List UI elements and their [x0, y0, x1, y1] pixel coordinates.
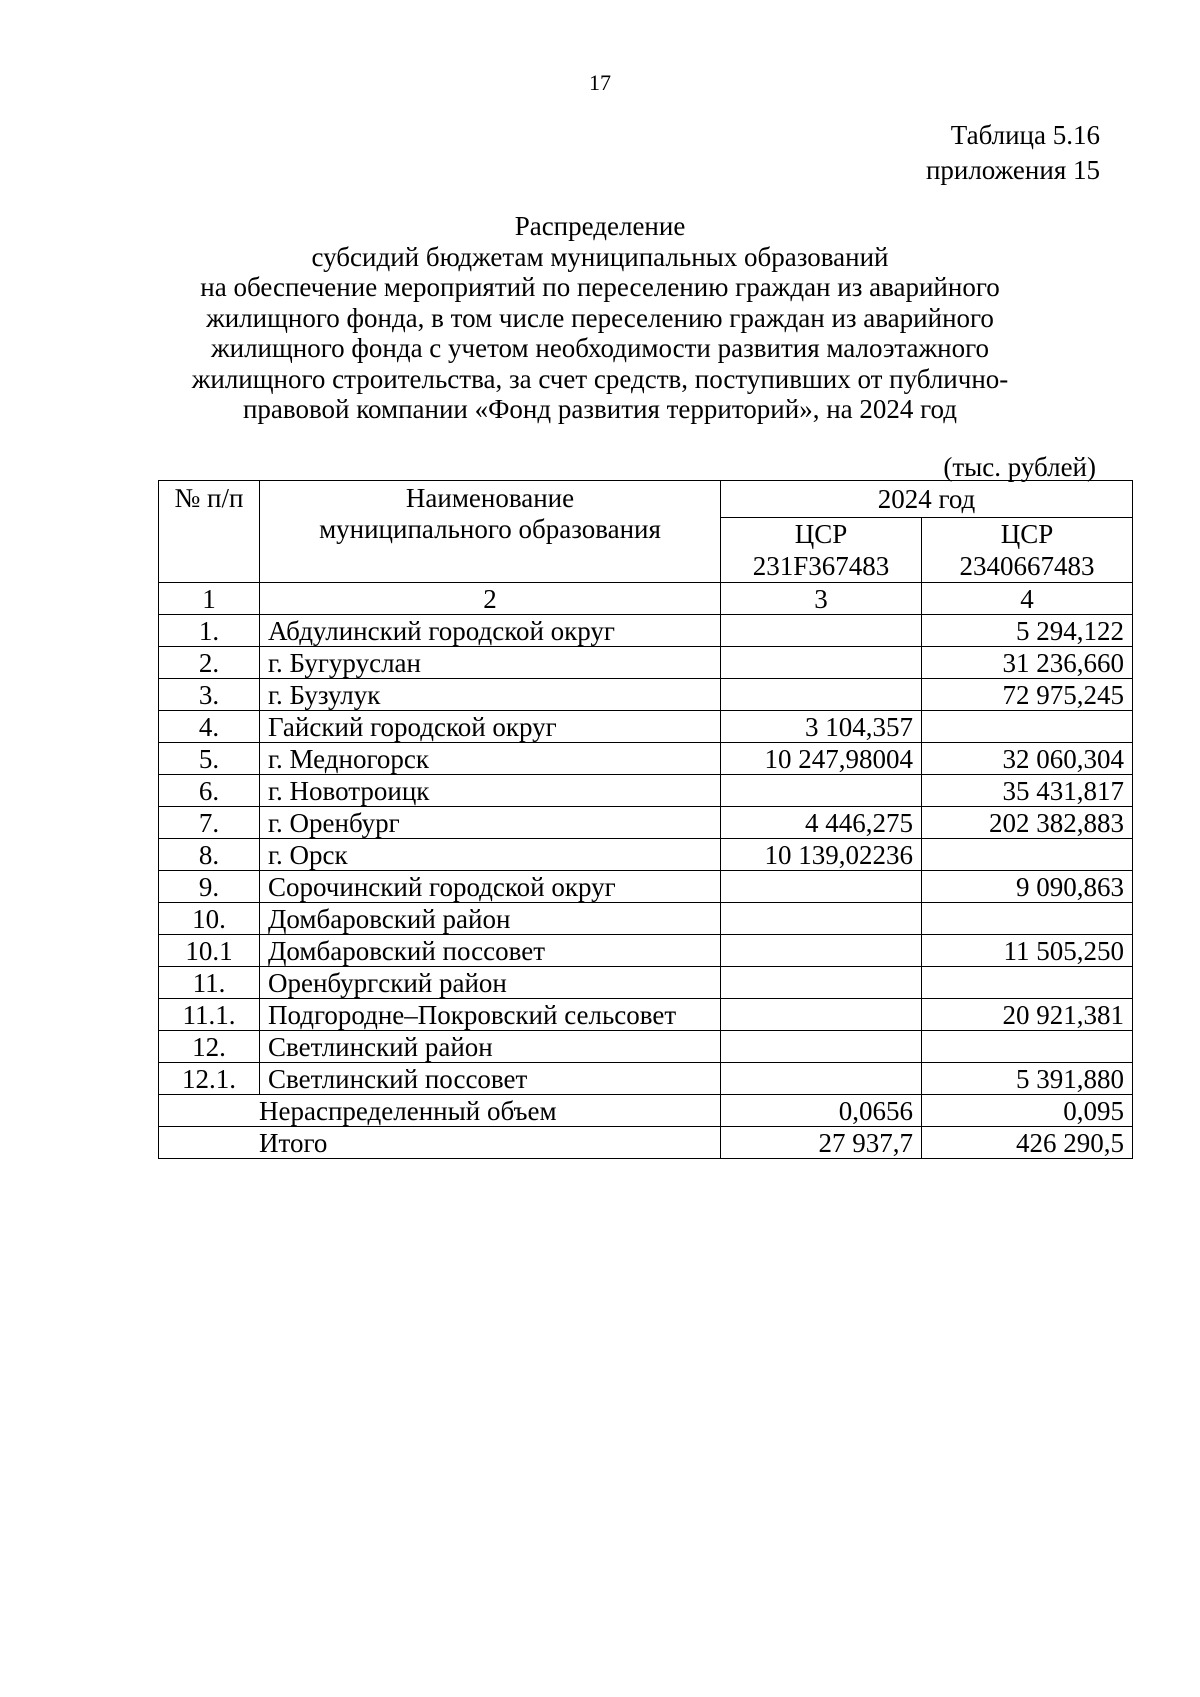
row-col3 [721, 999, 922, 1031]
table-row [159, 775, 1133, 807]
table-body [159, 615, 1133, 1095]
row-number: 10. [159, 903, 260, 935]
document-title [150, 211, 1050, 425]
row-col4: 202 382,883 [922, 807, 1133, 839]
row-name: г. Новотроицк [260, 775, 721, 807]
row-col4 [922, 967, 1133, 999]
row-number: 3. [159, 679, 260, 711]
row-name: Гайский городской округ [260, 711, 721, 743]
table-ref-line1: Таблица 5.16 [950, 120, 1100, 150]
title-line: субсидий бюджетам муниципальных образований [311, 241, 889, 272]
row-col4 [922, 711, 1133, 743]
table-row [159, 871, 1133, 903]
table-row [159, 647, 1133, 679]
total-row [159, 1127, 1133, 1159]
table-ref-line2: приложения 15 [925, 155, 1100, 185]
row-col4: 5 294,122 [922, 615, 1133, 647]
row-name: Домбаровский поссовет [260, 935, 721, 967]
row-name: Сорочинский городской округ [260, 871, 721, 903]
row-col3 [721, 967, 922, 999]
row-col4 [922, 1031, 1133, 1063]
column-number: 2 [260, 583, 721, 615]
row-col4 [922, 903, 1133, 935]
unallocated-col4: 0,095 [922, 1095, 1133, 1127]
table-row [159, 903, 1133, 935]
row-number: 5. [159, 743, 260, 775]
row-col4: 9 090,863 [922, 871, 1133, 903]
row-name: Светлинский район [260, 1031, 721, 1063]
header-name-line2: муниципального образования [319, 514, 661, 544]
row-name: г. Орск [260, 839, 721, 871]
unallocated-row [159, 1095, 1133, 1127]
page-number: 17 [589, 70, 611, 95]
table-row [159, 935, 1133, 967]
title-line: жилищного фонда с учетом необходимости развития малоэтажного [210, 333, 990, 363]
row-name: г. Бугуруслан [260, 647, 721, 679]
row-number: 4. [159, 711, 260, 743]
row-col4: 35 431,817 [922, 775, 1133, 807]
row-col3 [721, 1063, 922, 1095]
unallocated-label: Нераспределенный объем [159, 1095, 721, 1127]
total-col4: 426 290,5 [922, 1127, 1133, 1159]
row-name: г. Оренбург [260, 807, 721, 839]
row-col4: 32 060,304 [922, 743, 1133, 775]
units-label: (тыс. рублей) [943, 452, 1096, 482]
header-year: 2024 год [721, 481, 1133, 518]
row-col3 [721, 903, 922, 935]
table-row [159, 839, 1133, 871]
table-row [159, 743, 1133, 775]
row-col3 [721, 647, 922, 679]
row-col3: 10 247,98004 [721, 743, 922, 775]
row-col3 [721, 615, 922, 647]
row-number: 12. [159, 1031, 260, 1063]
header-name-line1: Наименование [405, 483, 575, 513]
table-row [159, 711, 1133, 743]
row-number: 12.1. [159, 1063, 260, 1095]
row-number: 8. [159, 839, 260, 871]
header-col3 [721, 518, 922, 583]
row-col3: 4 446,275 [721, 807, 922, 839]
table-row [159, 807, 1133, 839]
row-col3 [721, 935, 922, 967]
row-number: 7. [159, 807, 260, 839]
row-name: Домбаровский район [260, 903, 721, 935]
row-number: 11. [159, 967, 260, 999]
table-row [159, 967, 1133, 999]
row-col4 [922, 839, 1133, 871]
header-name [260, 481, 721, 583]
total-col3: 27 937,7 [721, 1127, 922, 1159]
row-name: г. Медногорск [260, 743, 721, 775]
row-col3 [721, 775, 922, 807]
row-col4: 11 505,250 [922, 935, 1133, 967]
row-col4: 5 391,880 [922, 1063, 1133, 1095]
total-label: Итого [159, 1127, 721, 1159]
row-name: Светлинский поссовет [260, 1063, 721, 1095]
table-row [159, 1063, 1133, 1095]
table-row [159, 1031, 1133, 1063]
table-reference [926, 118, 1100, 188]
row-col3 [721, 871, 922, 903]
row-number: 2. [159, 647, 260, 679]
header-col3-line1: ЦСР [794, 519, 848, 549]
unallocated-col3: 0,0656 [721, 1095, 922, 1127]
table-row [159, 615, 1133, 647]
row-name: Подгородне–Покровский сельсовет [260, 999, 721, 1031]
row-name: Абдулинский городской округ [260, 615, 721, 647]
row-col4: 20 921,381 [922, 999, 1133, 1031]
header-col4 [922, 518, 1133, 583]
row-col4: 72 975,245 [922, 679, 1133, 711]
table-row [159, 999, 1133, 1031]
title-line: правовой компании «Фонд развития территорий», на 2024 год [242, 394, 957, 424]
title-line: на обеспечение мероприятий по переселению граждан из аварийного [200, 272, 1000, 302]
column-number: 4 [922, 583, 1133, 615]
row-col3: 3 104,357 [721, 711, 922, 743]
row-col3: 10 139,02236 [721, 839, 922, 871]
title-line: Распределение [514, 211, 686, 241]
row-number: 11.1. [159, 999, 260, 1031]
header-col4-line2: 2340667483 [959, 551, 1095, 581]
header-col4-line1: ЦСР [1000, 519, 1054, 549]
subsidies-table [158, 480, 1133, 1159]
column-number: 3 [721, 583, 922, 615]
row-number: 6. [159, 775, 260, 807]
header-num: № п/п [159, 481, 260, 583]
row-number: 1. [159, 615, 260, 647]
title-line: жилищного фонда, в том числе переселению граждан из аварийного [206, 302, 994, 333]
row-col3 [721, 1031, 922, 1063]
row-col4: 31 236,660 [922, 647, 1133, 679]
column-number: 1 [159, 583, 260, 615]
row-number: 9. [159, 871, 260, 903]
row-name: Оренбургский район [260, 967, 721, 999]
row-col3 [721, 679, 922, 711]
row-name: г. Бузулук [260, 679, 721, 711]
table-row [159, 679, 1133, 711]
header-col3-line2: 231F367483 [752, 551, 890, 581]
row-number: 10.1 [159, 935, 260, 967]
title-line: жилищного строительства, за счет средств, поступивших от публично- [191, 363, 1009, 394]
